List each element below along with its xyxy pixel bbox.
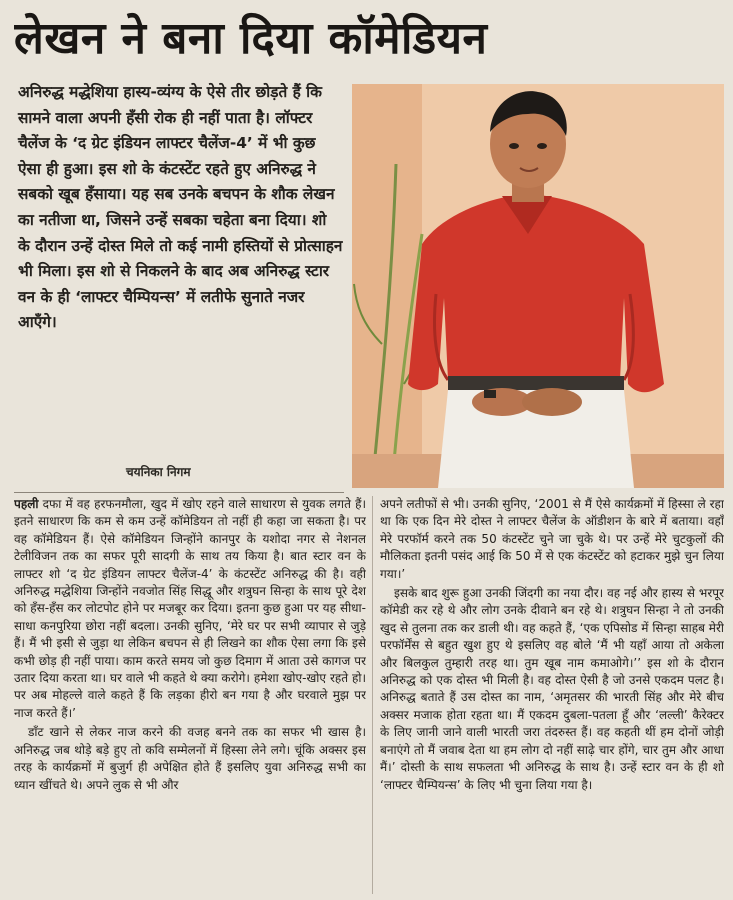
intro-paragraph xyxy=(18,80,343,336)
divider xyxy=(14,492,344,493)
portrait-photo xyxy=(352,84,724,488)
article-paragraph: डाँट खाने से लेकर नाज करने की वजह बनने तक का सफर भी खास है। अनिरुद्ध जब थोड़े बड़े हुए तो कवि सम्मेलनों में हिस्सा लेने लगे। चूंकि अक्सर इस तरह के कार्यक्रमों में बुजुर्ग ही अपेक्षित होते हैं इसलिए युवा अनिरुद्ध सभी का ध्यान खींचते थे। अपने लुक से भी और xyxy=(14,725,366,792)
column-divider xyxy=(372,496,373,894)
intro-text: अनिरुद्ध मद्धेशिया हास्य-व्यंग्य के ऐसे तीर छोड़ते हैं कि सामने वाला अपनी हँसी रोक ही नहीं पाता है। लॉफ्टर चैलेंज के ‘द ग्रेट इंडियन लाफ्टर चैलेंज-4’ में भी कुछ ऐसा ही हुआ। इस शो के कंटस्टेंट रहते हुए अनिरुद्ध ने सबको खूब हँसाया। यह सब उनके बचपन के शौक लेखन का नतीजा था, जिसने उन्हें सबका चहेता बना दिया। शो के दौरान उन्हें दोस्त मिले तो कई नामी हस्तियों से प्रोत्साहन भी मिला। इस शो से निकलने के बाद अब अनिरुद्ध स्टार वन के ही ‘लाफ्टर चैम्पियन्स’ में लतीफे सुनाते नजर आएँगे। xyxy=(18,83,343,332)
lead-word: पहली xyxy=(14,497,39,511)
article-column-right xyxy=(380,496,724,896)
byline: चयनिका निगम xyxy=(126,465,191,479)
headline: लेखन ने बना दिया कॉमेडियन xyxy=(14,13,488,64)
portrait-illustration xyxy=(352,84,724,488)
article-column-left xyxy=(14,496,366,896)
article-paragraph xyxy=(14,496,366,722)
paragraph-text: दफा में वह हरफनमौला, खुद में खोए रहने वाले साधारण से युवक लगते हैं। इतने साधारण कि कम से कम उन्हें कॉमेडियन तो नहीं ही कहा जा सकता है। पर वह कॉमेडियन हैं। ऐसे कॉमेडियन जिन्होंने कानपुर के यशोदा नगर से नेशनल टेलीविजन तक का सफर पूरी सादगी के साथ तय किया है। बात स्टार वन के लाफ्टर शो ‘द ग्रेट इंडियन लाफ्टर चैलेंज-4’ के कंटस्टेंट अनिरुद्ध की है। वही अनिरुद्ध मद्धेशिया जिन्होंने नवजोत सिंह सिद्धू और शत्रुघन सिन्हा के साथ पूरे देश को हँस-हँस कर लोटपोट होने पर मजबूर कर दिया। इतना कुछ हुआ पर यह सीधा-साधा कनपुरिया छोरा नहीं बदला। उनकी सुनिए, ‘मेरे घर पर सभी व्यापार से जुड़े हैं। मैं भी इसी से जुड़ा था लेकिन बचपन से ही लिखने का शौक ऐसा लगा कि इसे कभी छोड़ ही नहीं पाया। काम करते समय जो कुछ दिमाग में आता उसे कागज पर उतार दिया करता था। घर वाले भी कहते थे क्या करोगे। हमेशा खोए-खोए रहते हो। पर अब मोहल्ले वाले कहते हैं कि लड़का हीरो बन गया है और घरवाले मुझ पर नाज करते हैं।’ xyxy=(14,497,366,720)
article-paragraph: अपने लतीफों से भी। उनकी सुनिए, ‘2001 से मैं ऐसे कार्यक्रमों में हिस्सा ले रहा था कि एक दिन मेरे दोस्त ने लाफ्टर चैलेंज के ऑडीशन के बारे में बताया। वहाँ मेरे परफॉर्म करने तक 50 कंटस्टेंट चुने जा चुके थे। पर उन्हें मेरे चुटकुलों की मौलिकता इतनी पसंद आई कि 50 में से एक कंटस्टेंट को हटाकर मुझे चुन लिया गया।’ xyxy=(380,497,724,581)
article-paragraph: इसके बाद शुरू हुआ उनकी जिंदगी का नया दौर। वह नई और हास्य से भरपूर कॉमेडी कर रहे थे और लोग उनके दीवाने बन रहे थे। शत्रुघन सिन्हा ने तो उनकी खुद से तुलना तक कर डाली थी। वह कहते हैं, ‘एक एपिसोड में सिन्हा साहब मेरी परफॉर्मेंस से बहुत खुश हुए थे इसलिए वह बोले ‘मैं भी यहाँ आया तो अकेला और बिलकुल तुम्हारी तरह था। तुम खूब नाम कमाओगे।’’ इस शो के दौरान अनिरुद्ध को एक दोस्त भी मिली है। वह दोस्त ऐसी है जो उनसे एकदम पलट है। अनिरुद्ध बताते हैं उस दोस्त का नाम, ‘अमृतसर की भारती सिंह और मेरे बीच अक्सर मजाक होता रहता था। मैं एकदम दुबला-पतला हूँ और ‘लल्ली’ कैरेक्टर के लिए जानी जाने वाली भारती जरा तंदरुस्त हैं। वह कहती थीं हम दोनों जोड़ी बनाएंगे तो मैं जवाब देता था हम लोग दो नहीं साढ़े चार होंगे, चार तुम और आधा मैं।’ दोस्ती के साथ सफलता भी अनिरुद्ध के साथ है। उन्हें स्टार वन के ही शो ‘लाफ्टर चैम्पियन्स’ के लिए भी चुना लिया गया है। xyxy=(380,586,724,792)
